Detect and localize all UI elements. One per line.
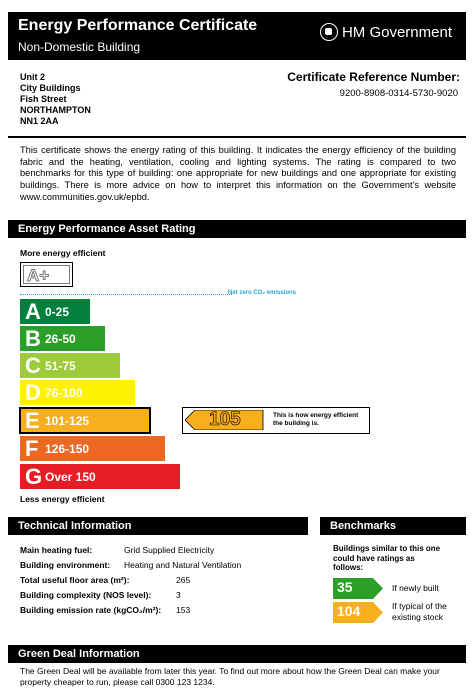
green-deal-text: The Green Deal will be available from later this year. To find out more about how the Green Deal can make your property cheaper to run, please call 0300 123 1234. (20, 666, 440, 687)
band-letter: A (25, 298, 41, 324)
tech-key: Main heating fuel: (20, 545, 93, 555)
tech-key: Building complexity (NOS level): (20, 590, 152, 600)
band-b (20, 326, 105, 351)
band-range: 26-50 (45, 331, 76, 346)
benchmark-label: If typical of the existing stock (392, 601, 447, 622)
net-zero-label: Net zero CO₂ emissions (228, 290, 297, 296)
royal-crest-icon (320, 23, 338, 41)
band-letter: F (25, 435, 39, 461)
band-letter: C (25, 352, 41, 378)
address-line: NN1 2AA (20, 116, 59, 126)
band-letter: B (25, 325, 41, 351)
technical-section-title: Technical Information (8, 517, 308, 535)
tech-row-emission-rate (20, 605, 161, 615)
band-c (20, 353, 120, 378)
band-range: 0-25 (45, 304, 70, 319)
divider (8, 136, 466, 138)
current-rating-indicator (182, 407, 370, 434)
intro-paragraph: This certificate shows the energy rating of this building. It indicates the energy efficiency of the building fabric and the heating, ventilation, cooling and lighting systems. The rating is compared to two benchmarks for this type of building: one appropriate for new buildings and one appropriate for existing buildings. There is more advice on how to interpret this information on the Government's website www.communities.gov.uk/epbd. (20, 145, 456, 202)
tech-key: Building emission rate (kgCO₂/m²): (20, 605, 162, 615)
band-letter: E (25, 407, 40, 433)
tech-value: 153 (176, 605, 191, 615)
band-a (20, 299, 90, 324)
certificate-title: Energy Performance Certificate (18, 17, 258, 34)
address-line: Fish Street (20, 94, 67, 104)
certificate-reference-number: 9200-8908-0314-5730-9020 (339, 88, 458, 99)
rating-section-title: Energy Performance Asset Rating (8, 220, 466, 238)
benchmark-value: 104 (337, 603, 361, 619)
tech-value: Grid Supplied Electricity (124, 545, 215, 555)
more-efficient-label: More energy efficient (20, 248, 106, 258)
band-range: 126-150 (45, 441, 90, 456)
tech-row-complexity (20, 590, 151, 600)
certificate-header (8, 12, 466, 60)
band-letter: D (25, 379, 41, 405)
net-zero-line (20, 294, 232, 295)
benchmarks-intro: Buildings similar to this one could have ratings as follows: (333, 544, 441, 572)
benchmark-label: If newly built (392, 583, 439, 593)
tech-value: Heating and Natural Ventilation (124, 560, 242, 570)
tech-key: Total useful floor area (m²): (20, 575, 130, 585)
address-line: Unit 2 (20, 72, 46, 82)
address-line: NORTHAMPTON (20, 105, 91, 115)
band-range: 76-100 (45, 385, 83, 400)
benchmark-existing-stock (333, 602, 383, 623)
band-f (20, 436, 165, 461)
green-deal-section-title: Green Deal Information (8, 645, 466, 663)
a-plus-label: A+ (23, 265, 70, 284)
band-range: 101-125 (45, 413, 90, 428)
less-efficient-label: Less energy efficient (20, 494, 105, 504)
band-range: 51-75 (45, 358, 76, 373)
current-rating-text: This is how energy efficient the building is. (273, 412, 359, 427)
tech-row-heating-fuel (20, 545, 92, 555)
a-plus-band (20, 262, 73, 287)
tech-value: 265 (176, 575, 191, 585)
current-rating-value: 105 (209, 409, 241, 430)
government-name: HM Government (341, 23, 452, 41)
band-g (20, 464, 180, 489)
tech-row-environment (20, 560, 110, 570)
address-line: City Buildings (20, 83, 81, 93)
band-letter: G (25, 463, 43, 489)
band-e (20, 408, 150, 433)
tech-value: 3 (176, 590, 181, 600)
benchmarks-section-title: Benchmarks (320, 517, 466, 535)
band-d (20, 380, 135, 405)
benchmark-value: 35 (337, 579, 353, 595)
certificate-reference-label: Certificate Reference Number: (287, 70, 460, 84)
tech-key: Building environment: (20, 560, 111, 570)
benchmark-new-build (333, 578, 383, 599)
band-range: Over 150 (45, 469, 96, 484)
property-address (20, 72, 91, 127)
hm-government-logo (320, 23, 452, 41)
certificate-subtitle: Non-Domestic Building (18, 40, 141, 54)
tech-row-floor-area (20, 575, 129, 585)
